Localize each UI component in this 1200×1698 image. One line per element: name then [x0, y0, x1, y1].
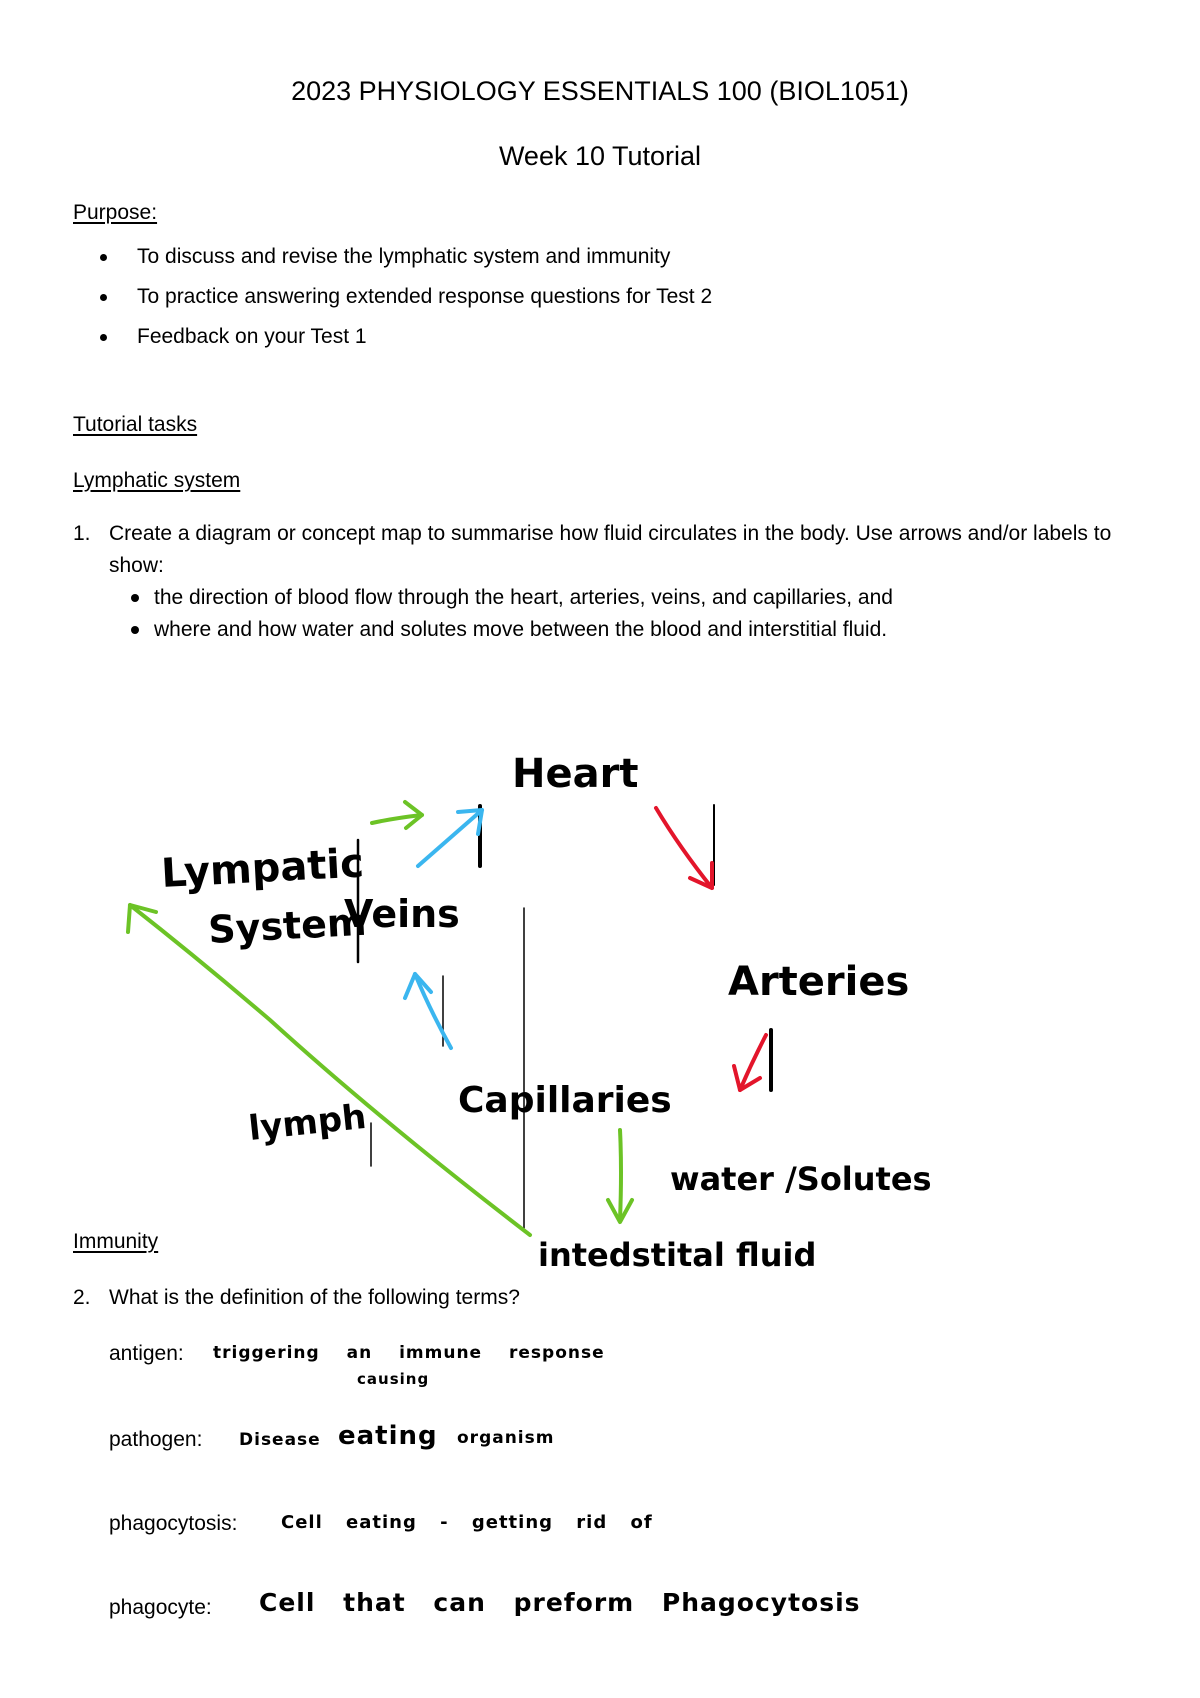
green-arrow [620, 1130, 621, 1220]
green-arrowhead [128, 905, 156, 932]
question-2 [73, 1282, 1149, 1314]
heart-label: Heart [512, 751, 639, 797]
red-arrowhead [734, 1066, 760, 1090]
question-2-number: 2. [73, 1286, 91, 1309]
document-title: 2023 PHYSIOLOGY ESSENTIALS 100 (BIOL1051) [291, 76, 909, 106]
term-label-pathogen: pathogen: [109, 1428, 203, 1451]
blue-arrow [418, 810, 482, 866]
lymphatic-label: Lympatic [160, 840, 365, 897]
term-answer-antigen-cont: causing [357, 1370, 430, 1388]
question-1-number: 1. [73, 522, 91, 545]
green-arrow [372, 815, 422, 823]
question-1-bullets [129, 582, 1149, 646]
capillaries-label: Capillaries [458, 1080, 672, 1121]
red-arrow [656, 808, 712, 888]
question-1-text: Create a diagram or concept map to summarise how fluid circulates in the body. Use arrows and/or labels to show: [109, 522, 1112, 577]
red-arrowhead [690, 863, 712, 888]
question-1-bullet: the direction of blood flow through the heart, arteries, veins, and capillaries, and [129, 582, 1149, 614]
term-label-phagocytosis: phagocytosis: [109, 1512, 238, 1535]
term-answer-pathogen-tail: organism [457, 1428, 555, 1448]
red-arrow [740, 1035, 766, 1090]
question-1 [73, 518, 1149, 646]
veins-label: Veins [344, 892, 460, 936]
arteries-label: Arteries [728, 959, 910, 1005]
term-answer-antigen: triggering an immune response [213, 1343, 605, 1363]
document-subtitle: Week 10 Tutorial [498, 141, 702, 171]
question-1-bullet: where and how water and solutes move between the blood and interstitial fluid. [129, 614, 1149, 646]
lymphatic-system-heading: Lymphatic system [73, 469, 241, 492]
lymph-label: lymph [246, 1096, 369, 1149]
interstitial-fluid-label: intedstital fluid [538, 1236, 817, 1274]
lymph-return-arrow [130, 905, 530, 1235]
term-answer-pathogen-big: eating [338, 1421, 438, 1451]
blue-arrow [415, 974, 451, 1048]
purpose-item: To practice answering extended response questions for Test 2 [96, 283, 712, 323]
purpose-heading: Purpose: [73, 201, 158, 224]
term-label-phagocyte: phagocyte: [109, 1596, 212, 1619]
water-solutes-label: water /Solutes [670, 1160, 932, 1198]
purpose-item: Feedback on your Test 1 [96, 323, 712, 363]
term-label-antigen: antigen: [109, 1342, 184, 1365]
term-answer-phagocytosis: Cell eating - getting rid of [281, 1512, 653, 1533]
blue-arrowhead [405, 974, 431, 998]
term-answer-pathogen: Disease [239, 1430, 321, 1450]
tutorial-tasks-heading: Tutorial tasks [73, 413, 198, 436]
green-arrowhead [405, 802, 422, 828]
system-label: System [207, 899, 368, 952]
immunity-heading: Immunity [73, 1230, 159, 1253]
purpose-list [96, 243, 712, 363]
question-2-text: What is the definition of the following terms? [109, 1286, 520, 1309]
purpose-item: To discuss and revise the lymphatic system and immunity [96, 243, 712, 283]
term-answer-phagocyte: Cell that can preform Phagocytosis [259, 1588, 861, 1617]
green-arrowhead [608, 1200, 632, 1222]
blue-arrowhead [458, 810, 482, 834]
